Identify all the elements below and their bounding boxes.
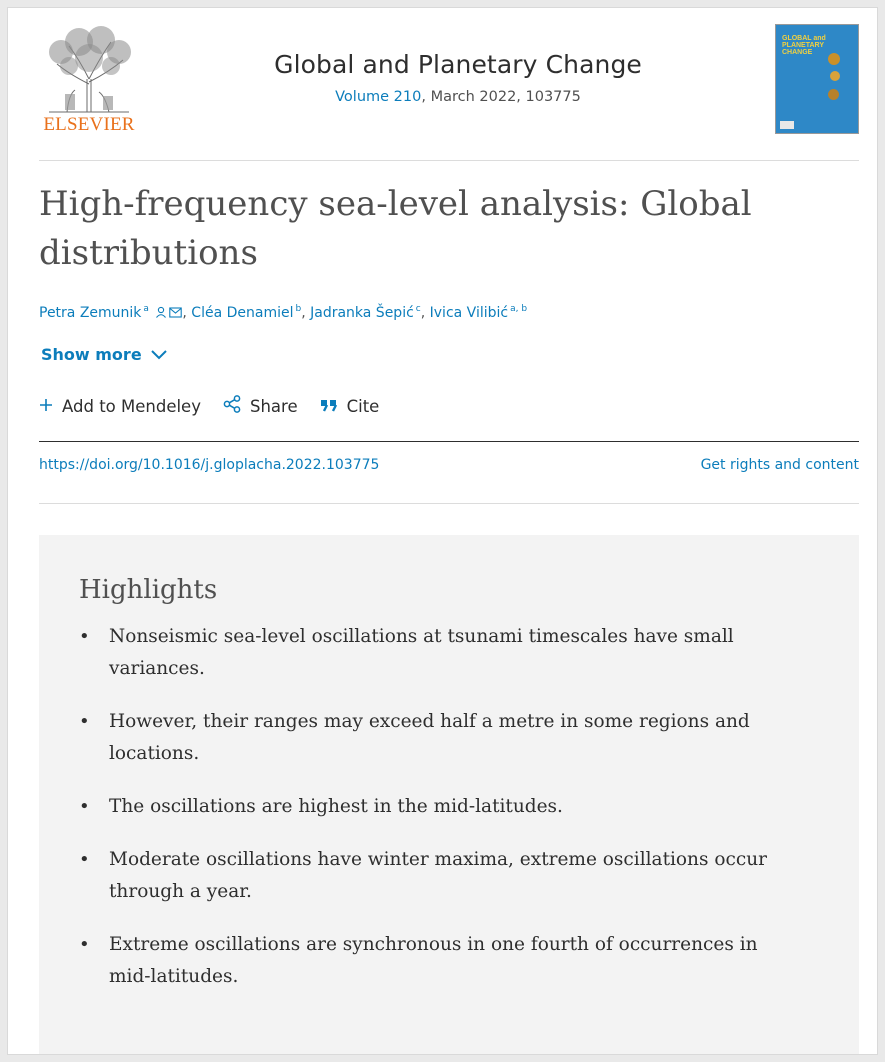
share-icon: [223, 395, 241, 417]
doi-row: [39, 457, 859, 473]
highlight-item: [79, 844, 799, 908]
highlight-text: However, their ranges may exceed half a metre in some regions and locations.: [109, 711, 750, 764]
cover-title: GLOBAL and PLANETARY CHANGE: [782, 35, 826, 56]
volume-link[interactable]: Volume 210: [335, 89, 422, 105]
journal-issue: [188, 89, 728, 105]
author-list: Petra Zemunik $^a$ , Cléa Denamiel $^b$, Jadranka Šepić $^c$, Ivica Vilibić $^{a, b}$: [39, 304, 528, 321]
journal-header: [8, 8, 877, 160]
author-affiliation[interactable]: c: [415, 304, 421, 314]
author-affiliation[interactable]: a: [143, 304, 149, 314]
highlights-list: [79, 621, 799, 1014]
highlight-text: Extreme oscillations are synchronous in one fourth of occurrences in mid-latitudes.: [109, 934, 758, 987]
highlight-text: Nonseismic sea-level oscillations at tsunami timescales have small variances.: [109, 626, 734, 679]
journal-title[interactable]: Global and Planetary Change: [274, 50, 642, 79]
mail-icon[interactable]: [169, 306, 182, 322]
article-title: High-frequency sea-level analysis: Global distributions: [39, 184, 752, 273]
share-label: Share: [249, 396, 298, 416]
highlight-item: [79, 706, 799, 770]
author-link[interactable]: Cléa Denamiel: [191, 305, 294, 321]
header-divider: [39, 160, 859, 161]
cover-globe-icon: [828, 53, 840, 65]
mendeley-label: Add to Mendeley: [62, 396, 201, 416]
share-button[interactable]: [223, 395, 298, 417]
author-link[interactable]: Petra Zemunik: [39, 305, 142, 321]
highlight-text: The oscillations are highest in the mid-latitudes.: [109, 796, 563, 817]
cite-label: Cite: [346, 396, 380, 416]
publisher-wordmark[interactable]: ELSEVIER: [43, 114, 135, 135]
bullet-icon: •: [79, 626, 90, 647]
person-icon[interactable]: [155, 306, 167, 322]
cite-button[interactable]: [320, 397, 380, 416]
add-to-mendeley-button[interactable]: [39, 397, 201, 416]
author-affiliation[interactable]: a, b: [510, 304, 528, 314]
bullet-icon: •: [79, 934, 90, 955]
article-actions: [39, 395, 401, 417]
show-more-button[interactable]: [41, 345, 168, 364]
bullet-icon: •: [79, 711, 90, 732]
author-affiliation[interactable]: b: [295, 304, 302, 314]
author-link[interactable]: Ivica Vilibić: [429, 305, 509, 321]
highlights-panel: [39, 535, 859, 1055]
bullet-icon: •: [79, 796, 90, 817]
doi-link[interactable]: https://doi.org/10.1016/j.gloplacha.2022.103775: [39, 457, 380, 473]
plus-icon: [39, 397, 53, 416]
author-link[interactable]: Jadranka Šepić: [310, 305, 414, 321]
show-more-label: Show more: [41, 345, 142, 364]
highlight-item: [79, 791, 799, 823]
highlights-title: Highlights: [79, 575, 218, 605]
article-page: [7, 7, 878, 1055]
tree-illustration: [39, 24, 139, 114]
get-rights-link[interactable]: Get rights and content: [700, 457, 859, 473]
quote-icon: [320, 397, 338, 416]
doi-divider: [39, 503, 859, 504]
cover-barcode: [780, 121, 794, 129]
highlight-text: Moderate oscillations have winter maxima, extreme oscillations occur through a year.: [109, 849, 767, 902]
highlight-item: [79, 621, 799, 685]
journal-info: [188, 50, 728, 105]
cover-globe-icon: [830, 71, 840, 81]
bullet-icon: •: [79, 849, 90, 870]
actions-divider: [39, 441, 859, 442]
highlight-item: [79, 929, 799, 993]
chevron-down-icon: [150, 345, 168, 364]
issue-details: , March 2022, 103775: [421, 89, 581, 105]
journal-cover[interactable]: [775, 24, 859, 134]
cover-globe-icon: [828, 89, 839, 100]
